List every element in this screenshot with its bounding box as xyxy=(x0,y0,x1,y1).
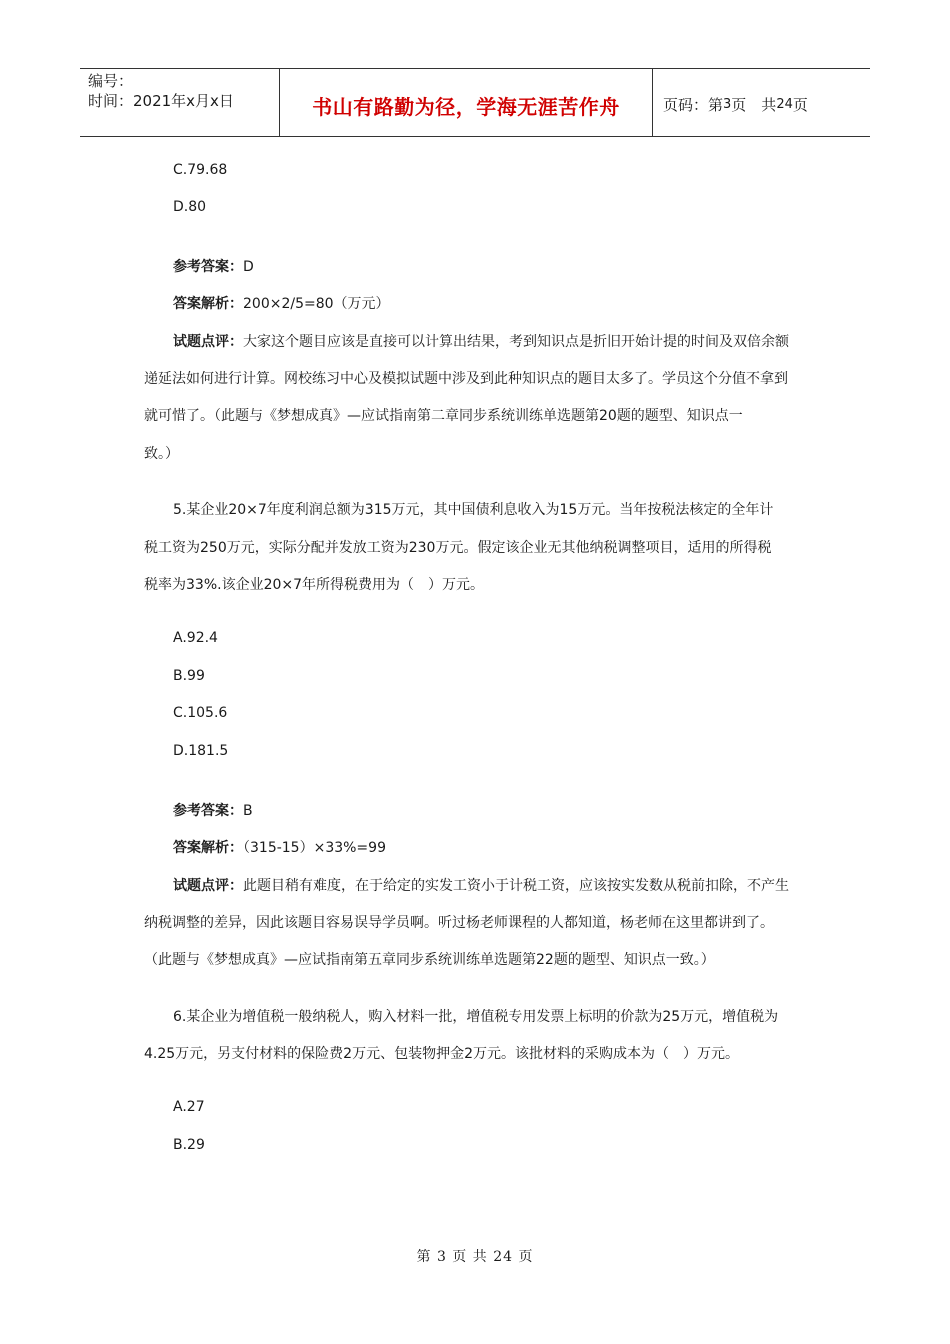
analysis-value: 200×2/5=80（万元） xyxy=(243,296,390,312)
q5-option-a: A.92.4 xyxy=(173,630,218,646)
q4-analysis xyxy=(173,293,390,313)
q4-comment-line xyxy=(173,331,789,351)
comment-label: 试题点评： xyxy=(173,334,243,350)
q6-option-b: B.29 xyxy=(173,1137,205,1153)
page-label-pre: 页码：第 xyxy=(663,96,724,114)
q5-stem-line: 税工资为250万元，实际分配并发放工资为230万元。假定该企业无其他纳税调整项目，适用的所得税 xyxy=(144,540,772,556)
q4-comment-line: 递延法如何进行计算。网校练习中心及模拟试题中涉及到此种知识点的题目太多了。学员这个分值不拿到 xyxy=(144,371,788,387)
analysis-label: 答案解析： xyxy=(173,296,243,312)
answer-value: D xyxy=(243,259,254,275)
q5-comment-line: （此题与《梦想成真》—应试指南第五章同步系统训练单选题第22题的题型、知识点一致。） xyxy=(144,952,715,968)
answer-value: B xyxy=(243,803,253,819)
comment-text: 大家这个题目应该是直接可以计算出结果，考到知识点是折旧开始计提的时间及双倍余额 xyxy=(243,334,789,350)
q4-option-d: D.80 xyxy=(173,199,207,215)
q5-comment-line: 纳税调整的差异，因此该题目容易误导学员啊。听过杨老师课程的人都知道，杨老师在这里都讲到了。 xyxy=(144,915,774,931)
page-current: 3 xyxy=(723,97,732,112)
q5-option-c: C.105.6 xyxy=(173,705,228,721)
q4-comment-line: 就可惜了。（此题与《梦想成真》—应试指南第二章同步系统训练单选题第20题的题型、知识点一 xyxy=(144,408,743,424)
comment-label: 试题点评： xyxy=(173,878,243,894)
page-header xyxy=(80,68,870,137)
q5-option-b: B.99 xyxy=(173,668,205,684)
q4-option-c: C.79.68 xyxy=(173,162,228,178)
analysis-label: 答案解析： xyxy=(173,840,243,856)
header-page-counter xyxy=(653,69,870,136)
comment-text: 此题目稍有难度，在于给定的实发工资小于计税工资，应该按实发数从税前扣除，不产生 xyxy=(243,878,789,894)
answer-label: 参考答案： xyxy=(173,803,243,819)
document-number-label: 编号： xyxy=(88,72,134,90)
q5-analysis xyxy=(173,837,386,857)
header-motto: 书山有路勤为径，学海无涯苦作舟 xyxy=(280,69,653,136)
document-date: 时间：2021年x月x日 xyxy=(88,92,234,110)
q5-stem-line: 税率为33%.该企业20×7年所得税费用为（ ）万元。 xyxy=(144,577,485,593)
answer-label: 参考答案： xyxy=(173,259,243,275)
q5-stem-line: 5.某企业20×7年度利润总额为315万元，其中国债利息收入为15万元。当年按税法核定的全年计 xyxy=(173,502,774,518)
header-info-cell xyxy=(80,69,280,136)
page-label-mid: 页 共 xyxy=(731,96,777,114)
q6-stem-line: 4.25万元，另支付材料的保险费2万元、包装物押金2万元。该批材料的采购成本为（ ）万元。 xyxy=(144,1046,739,1062)
page-label-post: 页 xyxy=(792,96,808,114)
q4-answer xyxy=(173,256,254,276)
q4-comment-line: 致。） xyxy=(144,446,179,462)
q5-option-d: D.181.5 xyxy=(173,743,229,759)
q6-option-a: A.27 xyxy=(173,1099,205,1115)
q5-comment-line xyxy=(173,875,789,895)
analysis-value: （315-15）×33%=99 xyxy=(243,840,386,856)
q5-answer xyxy=(173,800,253,820)
q6-stem-line: 6.某企业为增值税一般纳税人，购入材料一批，增值税专用发票上标明的价款为25万元，增值税为 xyxy=(173,1009,779,1025)
page-footer: 第 3 页 共 24 页 xyxy=(416,1249,534,1265)
page-total: 24 xyxy=(776,97,793,112)
